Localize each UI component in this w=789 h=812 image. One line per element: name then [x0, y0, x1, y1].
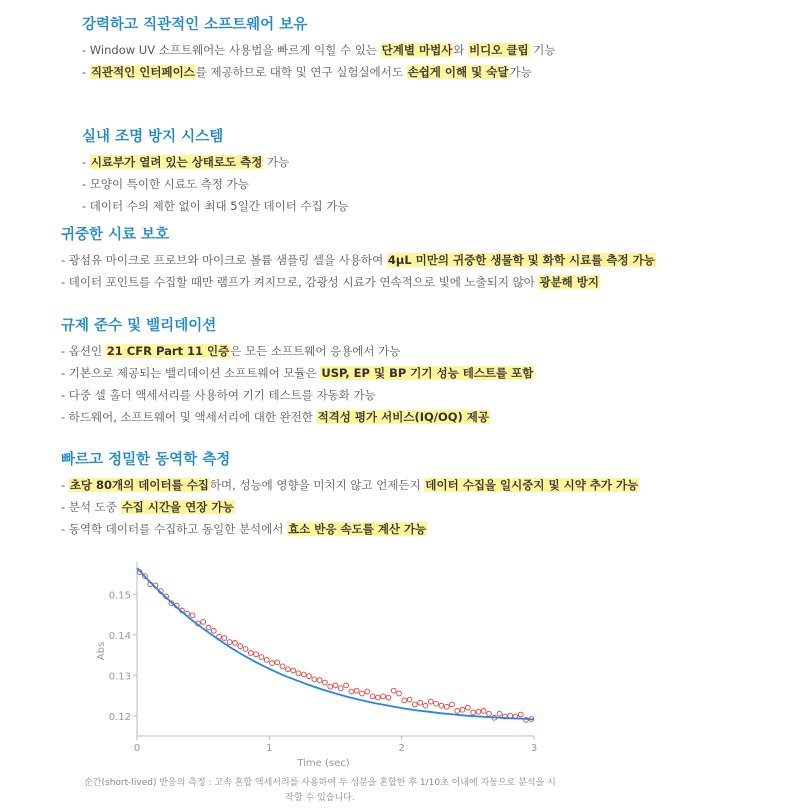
y-tick-label: 0.14	[108, 630, 131, 642]
data-point	[275, 660, 280, 665]
line-text: - 옵션인	[61, 344, 106, 358]
bullet-line	[82, 173, 349, 195]
data-point	[423, 703, 428, 708]
data-point	[338, 686, 343, 691]
data-point	[259, 655, 264, 660]
data-point	[317, 678, 322, 683]
bullet-line	[82, 195, 349, 217]
data-point	[301, 672, 306, 677]
data-point	[455, 709, 460, 714]
highlighted-text: 데이터 수집을 일시중지 및 시약 추가 가능	[425, 478, 639, 492]
data-point	[365, 689, 370, 694]
highlighted-text: 4μL 미만의 귀중한 생물학 및 화학 시료를 측정 가능	[387, 253, 655, 267]
chart-svg	[80, 556, 560, 776]
data-point	[444, 704, 449, 709]
data-point	[487, 711, 492, 716]
line-list	[61, 340, 534, 428]
highlighted-text: 적격성 평가 서비스(IQ/OQ) 제공	[317, 410, 489, 424]
data-point	[248, 651, 253, 656]
section-title: 실내 조명 방지 시스템	[82, 129, 224, 145]
data-point	[323, 680, 328, 685]
section-sample-protection	[61, 225, 656, 293]
data-point	[428, 699, 433, 704]
bullet-line	[82, 39, 556, 61]
data-point	[333, 683, 338, 688]
highlighted-text: 초당 80개의 데이터를 수집	[69, 478, 209, 492]
data-point	[354, 688, 359, 693]
data-point	[360, 691, 365, 696]
x-tick-label: 1	[266, 743, 273, 754]
bullet-line	[61, 362, 534, 384]
data-point	[349, 689, 354, 694]
bullet-line	[61, 474, 639, 496]
line-text: 가능	[509, 65, 532, 79]
data-point	[481, 709, 486, 714]
data-point	[280, 664, 285, 669]
section-kinetics	[61, 450, 639, 540]
chart-caption: 순간(short-lived) 반응의 측정 : 고속 혼합 액세서리를 사용하여 두 성분을 혼합한 후 1/10초 이내에 자동으로 분석을 시작할 수 있습니다.	[84, 778, 556, 803]
line-text: 가능	[263, 155, 290, 169]
line-text: - 다중 셀 홀더 액세서리를 사용하여 기기 테스트를 자동화 가능	[61, 388, 376, 402]
y-tick-label: 0.12	[108, 711, 131, 723]
section-title: 귀중한 시료 보호	[61, 227, 170, 243]
data-point	[296, 671, 301, 676]
fit-line	[137, 568, 534, 719]
bullet-line	[82, 61, 556, 83]
data-point	[307, 674, 312, 679]
line-text: 은 모든 소프트웨어 응용에서 가능	[230, 344, 401, 358]
data-point	[518, 712, 523, 717]
line-text: -	[82, 155, 90, 169]
data-point	[190, 613, 195, 618]
highlighted-text: 단계별 마법사	[381, 43, 453, 57]
section-title: 빠르고 정밀한 동역학 측정	[61, 452, 231, 468]
data-point	[254, 652, 259, 657]
highlighted-text: 비디오 클립	[469, 43, 529, 57]
data-point	[476, 709, 481, 714]
line-text: - 데이터 포인트를 수집할 때만 램프가 켜지므로, 감광성 시료가 연속적으로 빛에 노출되지 않아	[61, 275, 539, 289]
data-point	[291, 668, 296, 673]
data-point	[243, 647, 248, 652]
data-point	[402, 698, 407, 703]
data-point	[211, 628, 216, 633]
highlighted-text: 수집 시간을 연장 가능	[121, 500, 234, 514]
data-point	[233, 641, 238, 646]
data-point	[227, 640, 232, 645]
bullet-line	[61, 340, 534, 362]
highlighted-text: 시료부가 열려 있는 상태로도 측정	[90, 155, 263, 169]
data-point	[375, 695, 380, 700]
data-point	[201, 619, 206, 624]
data-point	[450, 702, 455, 707]
line-list	[61, 474, 639, 540]
x-tick-label: 0	[133, 743, 141, 754]
x-tick-label: 3	[530, 743, 538, 754]
bullet-line	[82, 151, 349, 173]
data-point	[391, 688, 396, 693]
line-text: 를 제공하므로 대학 및 연구 실험실에서도	[195, 65, 407, 79]
data-point	[439, 703, 444, 708]
highlighted-text: 광분해 방지	[539, 275, 600, 289]
section-lighting	[82, 127, 349, 217]
highlighted-text: 손쉽게 이해 및 숙달	[407, 65, 509, 79]
data-point	[465, 705, 470, 710]
section-title: 강력하고 직관적인 소프트웨어 보유	[82, 17, 308, 33]
data-point	[238, 644, 243, 649]
bullet-line	[61, 271, 656, 293]
highlighted-text: 직관적인 인터페이스	[90, 65, 195, 79]
line-text: - 분석 도중	[61, 500, 121, 514]
line-text: - 하드웨어, 소프트웨어 및 액세서리에 대한 완전한	[61, 410, 317, 424]
line-list	[82, 151, 349, 217]
section-compliance	[61, 316, 534, 428]
bullet-line	[61, 496, 639, 518]
line-text: - 광섬유 마이크로 프로브와 마이크로 볼륨 샘플링 셀을 사용하여	[61, 253, 387, 267]
data-point	[328, 684, 333, 689]
highlighted-text: USP, EP 및 BP 기기 성능 테스트를 포함	[321, 366, 534, 380]
data-point	[413, 702, 418, 707]
data-point	[434, 701, 439, 706]
data-point	[407, 697, 412, 702]
line-list	[61, 249, 656, 293]
line-text: - 동역학 데이터를 수집하고 동일한 분석에서	[61, 522, 288, 536]
bullet-line	[61, 518, 639, 540]
line-text: - 데이터 수의 제한 없이 최대 5일간 데이터 수집 가능	[82, 199, 349, 213]
data-point	[344, 683, 349, 688]
data-point	[370, 694, 375, 699]
data-point	[222, 636, 227, 641]
line-text: -	[61, 478, 69, 492]
line-text: 와	[453, 43, 469, 57]
data-point	[397, 691, 402, 696]
x-tick-label: 2	[398, 743, 405, 754]
kinetics-chart	[80, 556, 560, 780]
y-axis-label: Abs	[96, 641, 107, 661]
data-point	[418, 700, 423, 705]
highlighted-text: 효소 반응 속도를 계산 가능	[288, 522, 427, 536]
data-point	[497, 711, 502, 716]
y-tick-label: 0.15	[108, 590, 131, 602]
data-point	[460, 707, 465, 712]
bullet-line	[61, 249, 656, 271]
data-point	[312, 677, 317, 682]
line-text: 기능	[529, 43, 556, 57]
line-text: - 기본으로 제공되는 밸리데이션 소프트웨어 모듈은	[61, 366, 321, 380]
section-title: 규제 준수 및 밸리데이션	[61, 318, 217, 334]
data-point	[270, 661, 275, 666]
line-text: - 모양이 특이한 시료도 측정 가능	[82, 177, 249, 191]
data-point	[381, 694, 386, 699]
line-text: -	[82, 65, 90, 79]
data-point	[285, 667, 290, 672]
highlighted-text: 21 CFR Part 11 인증	[106, 344, 230, 358]
line-text: 하며, 성능에 영향을 미치지 않고 언제든지	[209, 478, 425, 492]
line-text: - Window UV 소프트웨어는 사용법을 빠르게 익힐 수 있는	[82, 43, 381, 57]
line-list	[82, 39, 556, 83]
data-point	[471, 710, 476, 715]
section-software	[82, 15, 556, 83]
data-point	[386, 695, 391, 700]
data-point	[206, 625, 211, 630]
data-point	[264, 658, 269, 663]
bullet-line	[61, 384, 534, 406]
x-axis-label: Time (sec)	[297, 758, 350, 769]
bullet-line	[61, 406, 534, 428]
y-tick-label: 0.13	[108, 671, 131, 683]
